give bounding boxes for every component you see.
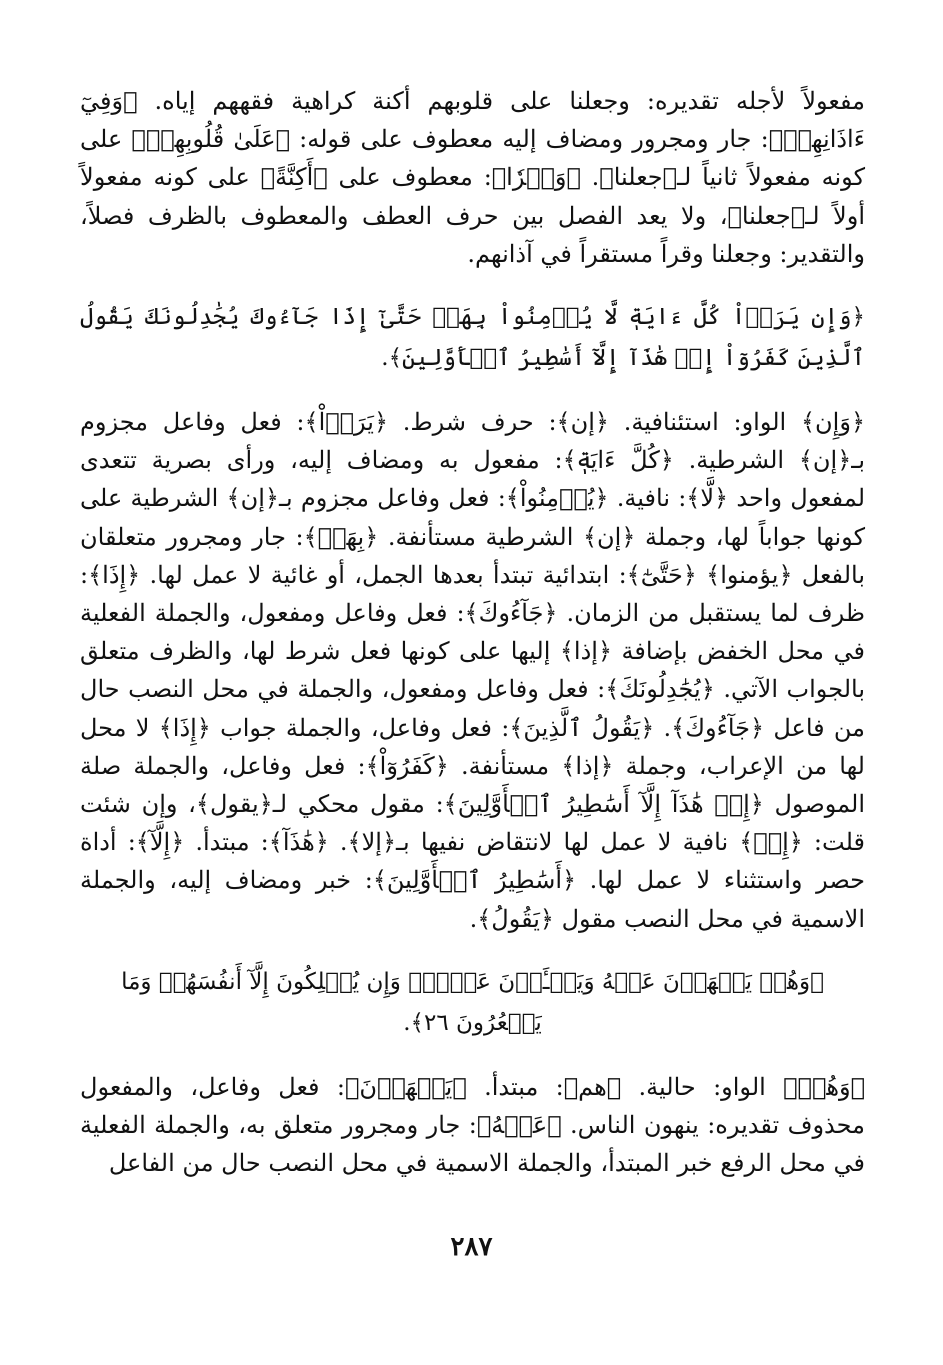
paragraph-3: ﴿وَهُمۡ﴾ الواو: حالية. ﴿هم﴾: مبتدأ. ﴿يَنۡهَوۡنَ﴾: فعل وفاعل، والمفعول محذوف تقديره: ينهون الناس. ﴿عَنۡهُ﴾: جار ومجرور متعلق به، والجملة الفعلية في محل الرفع خبر المبتدأ، والجملة الاسمية في محل النصب حال من الفاعل: [80, 1072, 865, 1178]
spacer: [80, 938, 865, 962]
spacer: [80, 1044, 865, 1068]
page-body: [80, 82, 865, 1182]
quran-verse-1: ﴿وَإِن يَرَوۡاْ كُلَّ ءَايَةٖ لَّا يُؤۡمِنُواْ بِهَاۚ حَتَّىٰٓ إِذَا جَآءُوكَ يُجَٰدِلُونَكَ يَقُولُ ٱلَّذِينَ كَفَرُوٓاْ إِنۡ هَٰذَآ إِلَّآ أَسَٰطِيرُ ٱلۡأَوَّلِينَ﴾.: [80, 304, 865, 372]
spacer: [80, 379, 865, 403]
spacer: [80, 273, 865, 297]
page-number: ٢٨٧: [450, 1232, 493, 1262]
paragraph-2: ﴿وَإِن﴾ الواو: استئنافية. ﴿إن﴾: حرف شرط. ﴿يَرَوۡاْ﴾: فعل وفاعل مجزوم بـ﴿إن﴾ الشرطية. ﴿كُلَّ ءَايَةٖ﴾: مفعول به ومضاف إليه، ورأى بصرية تتعدى لمفعول واحد ﴿لَّا﴾: نافية. ﴿يُؤۡمِنُواْ﴾: فعل وفاعل مجزوم بـ﴿إن﴾ الشرطية على كونها جواباً لها، وجملة ﴿إن﴾ الشرطية مستأنفة. ﴿بِهَاۚ﴾: جار ومجرور متعلقان بالفعل ﴿يؤمنوا﴾ ﴿حَتَّىٰٓ﴾: ابتدائية تبتدأ بعدها الجمل، أو غائية لا عمل لها. ﴿إِذَا﴾: ظرف لما يستقبل من الزمان. ﴿جَآءُوكَ﴾: فعل وفاعل ومفعول، والجملة الفعلية في محل الخفض بإضافة ﴿إذا﴾ إليها على كونها فعل شرط لها، والظرف متعلق بالجواب الآتي. ﴿يُجَٰدِلُونَكَ﴾: فعل وفاعل ومفعول، والجملة في محل النصب حال من فاعل ﴿جَآءُوكَ﴾. ﴿يَقُولُ ٱلَّذِينَ﴾: فعل وفاعل، والجملة جواب ﴿إِذَا﴾ لا محل لها من الإعراب، وجملة ﴿إذا﴾ مستأنفة. ﴿كَفَرُوٓاْ﴾: فعل وفاعل، والجملة صلة الموصول ﴿إِنۡ هَٰذَآ إِلَّآ أَسَٰطِيرُ ٱلۡأَوَّلِينَ﴾: مقول محكي لـ﴿يقول﴾، وإن شئت قلت: ﴿إِنۡ﴾ نافية لا عمل لها لانتقاض نفيها بـ﴿إلا﴾. ﴿هَٰذَآ﴾: مبتدأ. ﴿إِلَّآ﴾: أداة حصر واستثناء لا عمل لها. ﴿أَسَٰطِيرُ ٱلۡأَوَّلِينَ﴾: خبر ومضاف إليه، والجملة الاسمية في محل النصب مقول ﴿يَقُولُ﴾.: [80, 408, 865, 933]
paragraph-1: مفعولاً لأجله تقديره: وجعلنا على قلوبهم أكنة كراهية فقههم إياه. ﴿وَفِيٓ ءَاذَانِهِمۡ﴾: جار ومجرور ومضاف إليه معطوف على قوله: ﴿عَلَىٰ قُلُوبِهِمۡ﴾ على كونه مفعولاً ثانياً لـ﴿جعلنا﴾. ﴿وَقۡرٗا﴾: معطوف على ﴿أَكِنَّةً﴾ على كونه مفعولاً أولاً لـ﴿جعلنا﴾، ولا يعد الفصل بين حرف العطف والمعطوف بالظرف فصلاً، والتقدير: وجعلنا وقراً مستقراً في آذانهم.: [80, 87, 865, 268]
quran-verse-2: ﴿وَهُمۡ يَنۡهَوۡنَ عَنۡهُ وَيَنۡـَٔوۡنَ عَنۡهُۖ وَإِن يُهۡلِكُونَ إِلَّآ أَنفُسَهُمۡ وَمَا يَشۡعُرُونَ ٢٦﴾.: [121, 968, 824, 1036]
